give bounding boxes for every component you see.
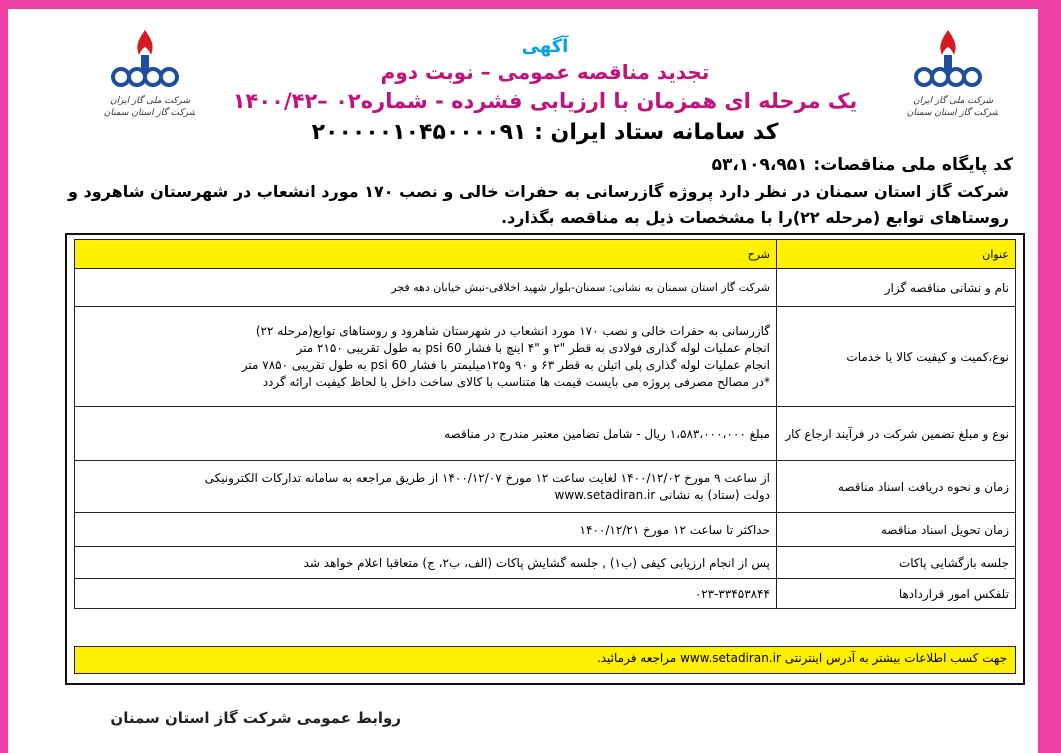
row-line: انجام عملیات لوله گذاری پلی اتیلن به قطر ۶۳ و ۹۰ و۱۲۵میلیمتر با فشار psi 60 به طول تقریبی ۷۸۵۰ متر — [241, 357, 770, 372]
table-row — [75, 269, 1016, 307]
row-line: از ساعت ۹ مورخ ۱۴۰۰/۱۲/۰۲ لغایت ساعت ۱۲ مورخ ۱۴۰۰/۱۲/۰۷ از طریق مراجعه به سامانه تدارکات الکترونیکی — [204, 470, 770, 485]
row-value: حداکثر تا ساعت ۱۲ مورخ ۱۴۰۰/۱۲/۲۱ — [75, 513, 777, 547]
intro-line-1: شرکت گاز استان سمنان در نظر دارد پروژه گازرسانی به حفرات خالی و نصب ۱۷۰ مورد انشعاب در شهرستان شاهرود و — [68, 182, 1009, 201]
row-key: زمان تحویل اسناد مناقصه — [777, 513, 1016, 547]
table-row — [75, 579, 1016, 609]
row-value — [75, 461, 777, 513]
row-key: زمان و نحوه دریافت اسناد مناقصه — [777, 461, 1016, 513]
header-value: شرح — [75, 240, 777, 269]
row-value — [75, 307, 777, 407]
logo-caption-1: شرکت ملی گاز ایران — [913, 96, 993, 106]
table-row — [75, 307, 1016, 407]
row-line: دولت (ستاد) به نشانی www.setadiran.ir — [554, 487, 770, 502]
row-line: گازرسانی به حفرات خالی و نصب ۱۷۰ مورد انشعاب در شهرستان شاهرود و روستاهای توابع(مرحله ۲۲) — [255, 323, 770, 338]
header-key: عنوان — [777, 240, 1016, 269]
tender-title: تجدید مناقصه عمومی – نوبت دوم — [380, 60, 710, 84]
nigc-logo-left — [95, 25, 195, 125]
row-key: نوع،کمیت و کیفیت کالا یا خدمات — [777, 307, 1016, 407]
tender-details-table — [74, 239, 1016, 609]
table-row — [75, 461, 1016, 513]
intro-line-2: روستاهای توابع (مرحله ۲۲)را با مشخصات ذیل به مناقصه بگذارد. — [501, 208, 1009, 227]
signature: روابط عمومی شرکت گاز استان سمنان — [110, 709, 401, 727]
national-tender-code: کد پایگاه ملی مناقصات: ۵۳،۱۰۹،۹۵۱ — [711, 155, 1013, 175]
table-row — [75, 513, 1016, 547]
row-key: نام و نشانی مناقصه گزار — [777, 269, 1016, 307]
table-header-row — [75, 240, 1016, 269]
logo-caption-1: شرکت ملی گاز ایران — [110, 96, 190, 106]
logo-caption-2: شرکت گاز استان سمنان — [103, 108, 195, 118]
row-line: *در مصالح مصرفی پروژه می بایست قیمت ها متناسب با کالای ساخت داخل با لحاظ کیفیت ارائه گردد — [262, 374, 770, 389]
notice-label: آگهی — [521, 36, 569, 57]
tender-subtitle: یک مرحله ای همزمان با ارزیابی فشرده - شماره۰۲ –۱۴۰۰/۴۲ — [232, 89, 858, 113]
row-value: مبلغ ۱،۵۸۳،۰۰۰،۰۰۰ ریال - شامل تضامین معتبر مندرج در مناقصه — [75, 407, 777, 461]
row-key: جلسه بازگشایی پاکات — [777, 547, 1016, 579]
more-info-bar: جهت کسب اطلاعات بیشتر به آدرس اینترنتی www.setadiran.ir مراجعه فرمائید. — [74, 646, 1016, 674]
row-line: انجام عملیات لوله گذاری فولادی به قطر "۲ و "۴ اینچ با فشار psi 60 به طول تقریبی ۲۱۵۰ متر — [296, 340, 770, 355]
table-row — [75, 547, 1016, 579]
row-key: تلفکس امور قراردادها — [777, 579, 1016, 609]
row-value: شرکت گاز استان سمنان به نشانی: سمنان-بلوار شهید اخلاقی-نبش خیابان دهه فجر — [75, 269, 777, 307]
setad-code: کد سامانه ستاد ایران : ۲۰۰۰۰۰۱۰۴۵۰۰۰۰۹۱ — [311, 120, 779, 145]
logo-caption-2: شرکت گاز استان سمنان — [906, 108, 998, 118]
row-key: نوع و مبلغ تضمین شرکت در فرآیند ارجاع کار — [777, 407, 1016, 461]
table-row — [75, 407, 1016, 461]
row-value: پس از انجام ارزیابی کیفی (ب۱) , جلسه گشایش پاکات (الف، ب۲، ج) متعاقبا اعلام خواهد شد — [75, 547, 777, 579]
row-value: ۰۲۳-۳۳۴۵۳۸۴۴ — [75, 579, 777, 609]
nigc-logo-right — [898, 25, 998, 125]
